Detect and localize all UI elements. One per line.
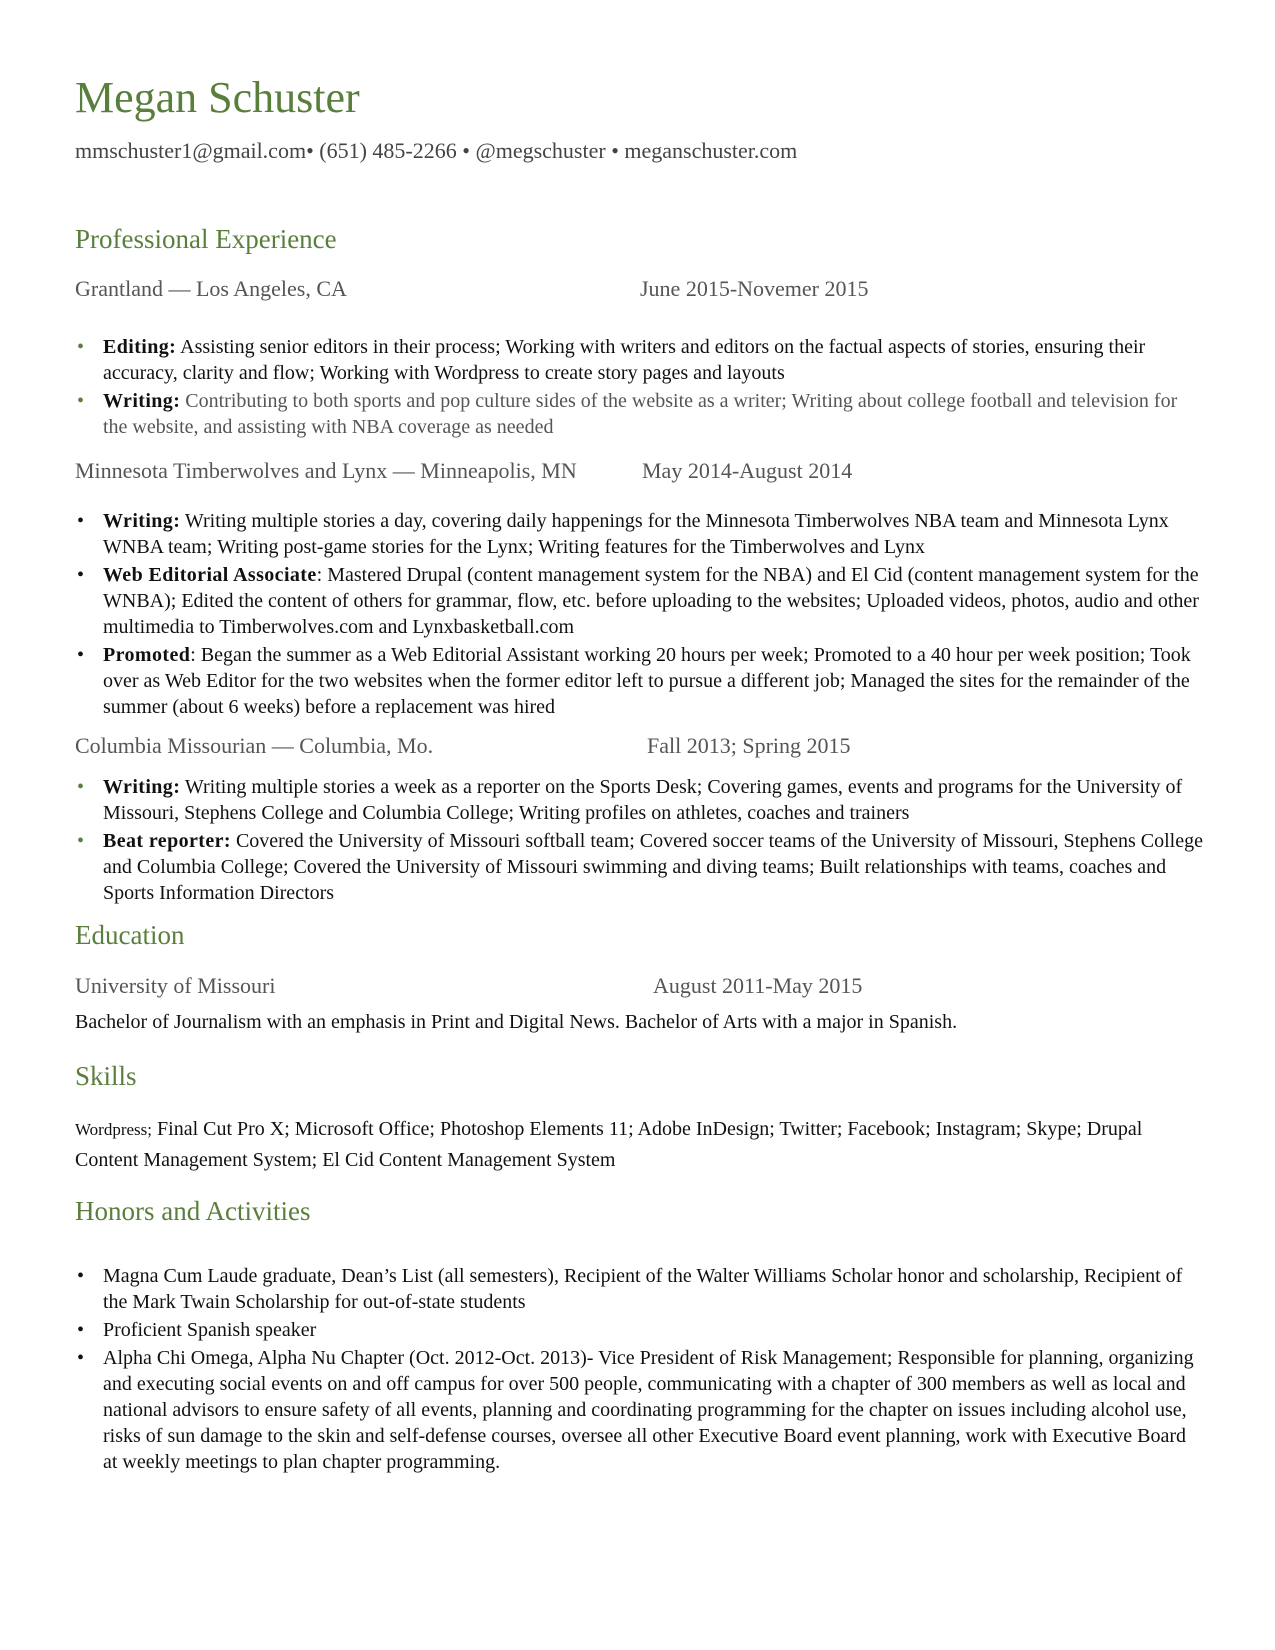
honor-text: Proficient Spanish speaker (103, 1319, 317, 1341)
job-organization: Grantland — Los Angeles, CA (75, 276, 347, 301)
degree-description: Bachelor of Journalism with an emphasis in Print and Digital News. Bachelor of Arts with a major in Spanish. (75, 1011, 958, 1033)
contact-line (75, 138, 797, 164)
education-header (75, 973, 1175, 1003)
bullet-icon: • (77, 510, 85, 532)
list-item (75, 1345, 1205, 1475)
separator-dot: • (611, 138, 619, 163)
job-organization: Minnesota Timberwolves and Lynx — Minneapolis, MN (75, 458, 577, 483)
separator-dot: • (462, 138, 470, 163)
bullet-text: Assisting senior editors in their process; Working with writers and editors on the factual aspects of stories, ensuring their accuracy, clarity and flow; Working with Wordpress to create story pages and layouts (103, 336, 1146, 384)
list-item (75, 1263, 1205, 1315)
bullet-text: : Mastered Drupal (content management system for the NBA) and El Cid (content management system for the WNBA); Edited the content of others for grammar, flow, etc. before uploading to the websites; Uploaded videos, photos, audio and other multimedia to Timberwolves.com and Lynxbasketball.com (103, 564, 1199, 638)
bullet-icon: • (77, 1319, 85, 1341)
job-bullet-list (75, 334, 1205, 442)
job-header (75, 458, 1175, 488)
job-dates: Fall 2013; Spring 2015 (647, 733, 851, 758)
list-item (75, 1317, 1205, 1343)
bullet-icon: • (77, 830, 85, 852)
email-link[interactable]: mmschuster1@gmail.com (75, 138, 307, 163)
list-item (75, 508, 1205, 560)
job-header (75, 733, 1175, 763)
bullet-icon: • (77, 1265, 85, 1287)
separator-dot: • (306, 138, 314, 163)
list-item (75, 334, 1205, 386)
section-heading-honors: Honors and Activities (75, 1196, 311, 1226)
job-organization: Columbia Missourian — Columbia, Mo. (75, 733, 434, 758)
honors-list (75, 1263, 1205, 1477)
list-item (75, 388, 1205, 440)
section-heading-experience: Professional Experience (75, 224, 337, 254)
list-item (75, 642, 1205, 720)
bullet-icon: • (77, 1347, 85, 1369)
section-heading-skills: Skills (75, 1061, 137, 1091)
phone-number: (651) 485-2266 (319, 138, 457, 163)
bullet-label: Beat reporter: (103, 830, 231, 852)
skill-rest: Final Cut Pro X; Microsoft Office; Photoshop Elements 11; Adobe InDesign; Twitter; Facebook; Instagram; Skype; Drupal Content Management System; El Cid Content Management System (75, 1118, 1143, 1171)
bullet-label: Web Editorial Associate (103, 564, 317, 586)
section-heading-education: Education (75, 920, 185, 950)
school-name: University of Missouri (75, 973, 276, 998)
bullet-icon: • (77, 336, 85, 358)
honor-text: Alpha Chi Omega, Alpha Nu Chapter (Oct. 2012-Oct. 2013)- Vice President of Risk Management; Responsible for planning, organizing and executing social events on and off campus for over 500 people, communicating with a chapter of 300 members as well as local and national advisors to ensure safety of all events, planning and coordinating programming for the chapter on issues including alcohol use, risks of sun damage to the skin and self-defense courses, oversee all other Executive Board event planning, work with Executive Board at weekly meetings to plan chapter programming. (103, 1347, 1194, 1473)
job-bullet-list (75, 508, 1205, 722)
bullet-label: Writing: (103, 510, 181, 532)
bullet-text: Covered the University of Missouri softball team; Covered soccer teams of the University of Missouri, Stephens College and Columbia College; Covered the University of Missouri swimming and diving teams; Built relationships with teams, coaches and Sports Information Directors (103, 830, 1203, 904)
job-bullet-list (75, 774, 1205, 908)
bullet-text: Writing multiple stories a day, covering daily happenings for the Minnesota Timberwolves NBA team and Minnesota Lynx WNBA team; Writing post-game stories for the Lynx; Writing features for the Timberwolves and Lynx (103, 510, 1169, 558)
list-item (75, 562, 1205, 640)
bullet-icon: • (77, 564, 85, 586)
honor-text: Magna Cum Laude graduate, Dean’s List (all semesters), Recipient of the Walter Williams Scholar honor and scholarship, Recipient of the Mark Twain Scholarship for out-of-state students (103, 1265, 1183, 1313)
bullet-label: Promoted (103, 644, 191, 666)
education-dates: August 2011-May 2015 (653, 973, 863, 998)
list-item (75, 774, 1205, 826)
skill-first: Wordpress; (75, 1120, 153, 1139)
bullet-icon: • (77, 644, 85, 666)
website-link[interactable]: meganschuster.com (624, 138, 798, 163)
bullet-text: : Began the summer as a Web Editorial Assistant working 20 hours per week; Promoted to a 40 hour per week position; Took over as Web Editor for the two websites when the former editor left to pursue a different job; Managed the sites for the remainder of the summer (about 6 weeks) before a replacement was hired (103, 644, 1191, 718)
bullet-label: Editing: (103, 336, 177, 358)
candidate-name: Megan Schuster (75, 73, 360, 122)
job-dates: June 2015-Novemer 2015 (640, 276, 869, 301)
list-item (75, 828, 1205, 906)
bullet-icon: • (77, 390, 85, 412)
bullet-label: Writing: (103, 390, 181, 412)
bullet-label: Writing: (103, 776, 181, 798)
bullet-icon: • (77, 776, 85, 798)
social-handle: @megschuster (475, 138, 606, 163)
bullet-text: Contributing to both sports and pop culture sides of the website as a writer; Writing about college football and television for the website, and assisting with NBA coverage as needed (103, 390, 1178, 438)
job-header (75, 276, 1175, 306)
job-dates: May 2014-August 2014 (642, 458, 853, 483)
skills-list (75, 1114, 1175, 1176)
bullet-text: Writing multiple stories a week as a reporter on the Sports Desk; Covering games, events and programs for the University of Missouri, Stephens College and Columbia College; Writing profiles on athletes, coaches and trainers (103, 776, 1183, 824)
